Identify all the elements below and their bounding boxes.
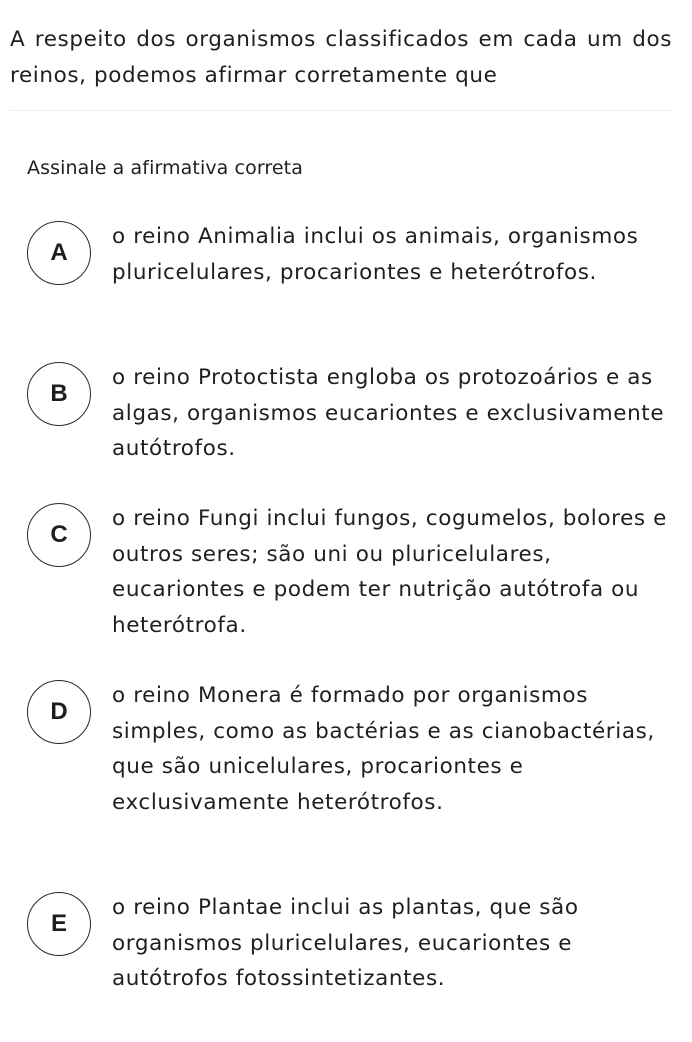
instruction-text: Assinale a afirmativa correta [27, 157, 303, 179]
question-text: A respeito dos organismos classificados em cada um dos reinos, podemos afirmar corretamente que [10, 27, 672, 88]
option-d-text[interactable]: o reino Monera é formado por organismos simples, como as bactérias e as cianobactérias, que são unicelulares, procariontes e exclusivamente heterótrofos. [112, 683, 655, 815]
option-c-letter-button[interactable]: C [27, 503, 91, 567]
option-d-letter-button[interactable]: D [27, 680, 91, 744]
option-a-letter-button[interactable]: A [27, 221, 91, 285]
option-a-text[interactable]: o reino Animalia inclui os animais, organismos pluricelulares, procariontes e heterótrofos. [112, 224, 639, 285]
option-b-letter-button[interactable]: B [27, 362, 91, 426]
option-e-letter-button[interactable]: E [27, 892, 91, 956]
option-b-text[interactable]: o reino Protoctista engloba os protozoários e as algas, organismos eucariontes e exclusivamente autótrofos. [112, 365, 665, 461]
option-c-text[interactable]: o reino Fungi inclui fungos, cogumelos, bolores e outros seres; são uni ou pluricelulares, eucariontes e podem ter nutrição autótrofa ou heterótrofa. [112, 506, 667, 638]
option-e-text[interactable]: o reino Plantae inclui as plantas, que são organismos pluricelulares, eucariontes e autótrofos fotossintetizantes. [112, 895, 579, 991]
divider [10, 110, 674, 111]
